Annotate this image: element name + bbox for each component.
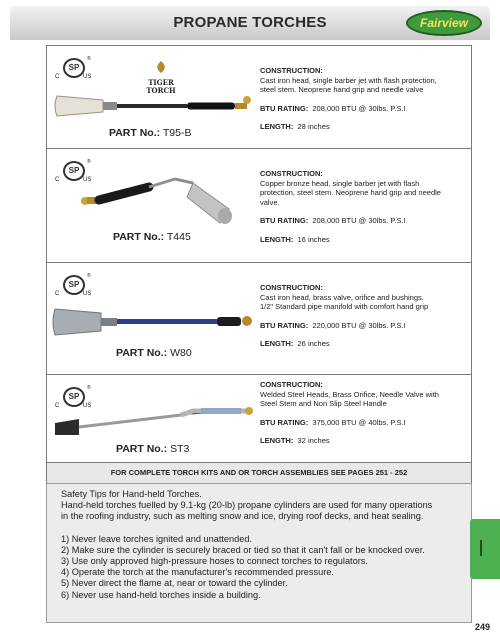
part-number: PART No.: ST3	[116, 443, 190, 455]
brand-name: Fairview	[419, 16, 469, 30]
safety-tip: 4) Operate the torch at the manufacturer's recommended pressure.	[61, 567, 334, 578]
product-specs: CONSTRUCTION: Cast iron head, brass valve, orifice and bushings. 1/2" Standard pipe manifold with comfort hand grip BTU RATING: 220,000 BTU @ 30lbs. P.S.I LENGTH: 26 inches	[260, 283, 429, 348]
part-number: PART No.: T95-B	[109, 127, 192, 139]
tab-marker	[480, 540, 482, 556]
torch-image-st3	[51, 403, 256, 439]
product-card	[47, 375, 471, 463]
csa-certification-icon: SP ® C US	[55, 56, 92, 80]
fairview-logo	[406, 10, 482, 36]
torch-image-w80	[51, 301, 256, 341]
safety-tip: 1) Never leave torches ignited and unattended.	[61, 533, 253, 544]
torch-image-t95b	[51, 86, 256, 126]
safety-intro: in the roofing industry, such as melting snow and ice, drying roof decks, and heat sealing.	[61, 511, 424, 522]
part-number: PART No.: T445	[113, 231, 191, 243]
csa-certification-icon: SP ® C US	[55, 385, 92, 409]
catalog-footer-note: FOR COMPLETE TORCH KITS AND OR TORCH ASSEMBLIES SEE PAGES 251 - 252	[47, 463, 471, 483]
safety-tip: 3) Use only approved high-pressure hoses to connect torches to regulators.	[61, 556, 368, 567]
page-title: PROPANE TORCHES	[173, 14, 327, 31]
safety-tip: 2) Make sure the cylinder is securely braced or tied so that it can't fall or be knocked over.	[61, 544, 425, 555]
product-card	[47, 263, 471, 375]
safety-tips-box	[46, 483, 472, 623]
flame-icon	[152, 60, 170, 74]
product-specs: CONSTRUCTION: Welded Steel Heads, Brass Orifice, Needle Valve with Steel Stem and Non Slip Steel Handle BTU RATING: 375,000 BTU @ 40lbs. P.S.I LENGTH: 32 inches	[260, 380, 439, 445]
torch-image-t445	[75, 163, 243, 235]
page-header	[10, 6, 490, 40]
product-specs: CONSTRUCTION: Cast iron head, single barber jet with flash protection, steel stem. Neoprene hand grip and needle valve BTU RATING: 208,000 BTU @ 30lbs. P.S.I LENGTH: 28 inches	[260, 66, 437, 131]
safety-tip: 5) Never direct the flame at, near or toward the cylinder.	[61, 578, 288, 589]
part-number: PART No.: W80	[116, 347, 192, 359]
product-specs: CONSTRUCTION: Copper bronze head, single barber jet with flash protection, steel stem. Neoprene hand grip and needle valve. BTU RATING: 208,000 BTU @ 30lbs. P.S.I LENGTH: 16 inches	[260, 169, 441, 244]
product-card	[47, 149, 471, 263]
section-tab[interactable]	[470, 519, 500, 579]
tiger-torch-logo: TIGER TORCH	[139, 60, 183, 96]
product-card	[47, 46, 471, 149]
safety-intro: Hand-held torches fuelled by 9.1-kg (20-lb) propane cylinders are used for many operations	[61, 500, 433, 511]
page-number: 249	[474, 622, 490, 632]
product-catalog	[46, 45, 472, 483]
safety-title: Safety Tips for Hand-held Torches.	[61, 489, 202, 499]
csa-certification-icon: SP ® C US	[55, 273, 92, 297]
csa-certification-icon: SP ® C US	[55, 159, 92, 183]
safety-tip: 6) Never use hand-held torches inside a building.	[61, 589, 261, 600]
